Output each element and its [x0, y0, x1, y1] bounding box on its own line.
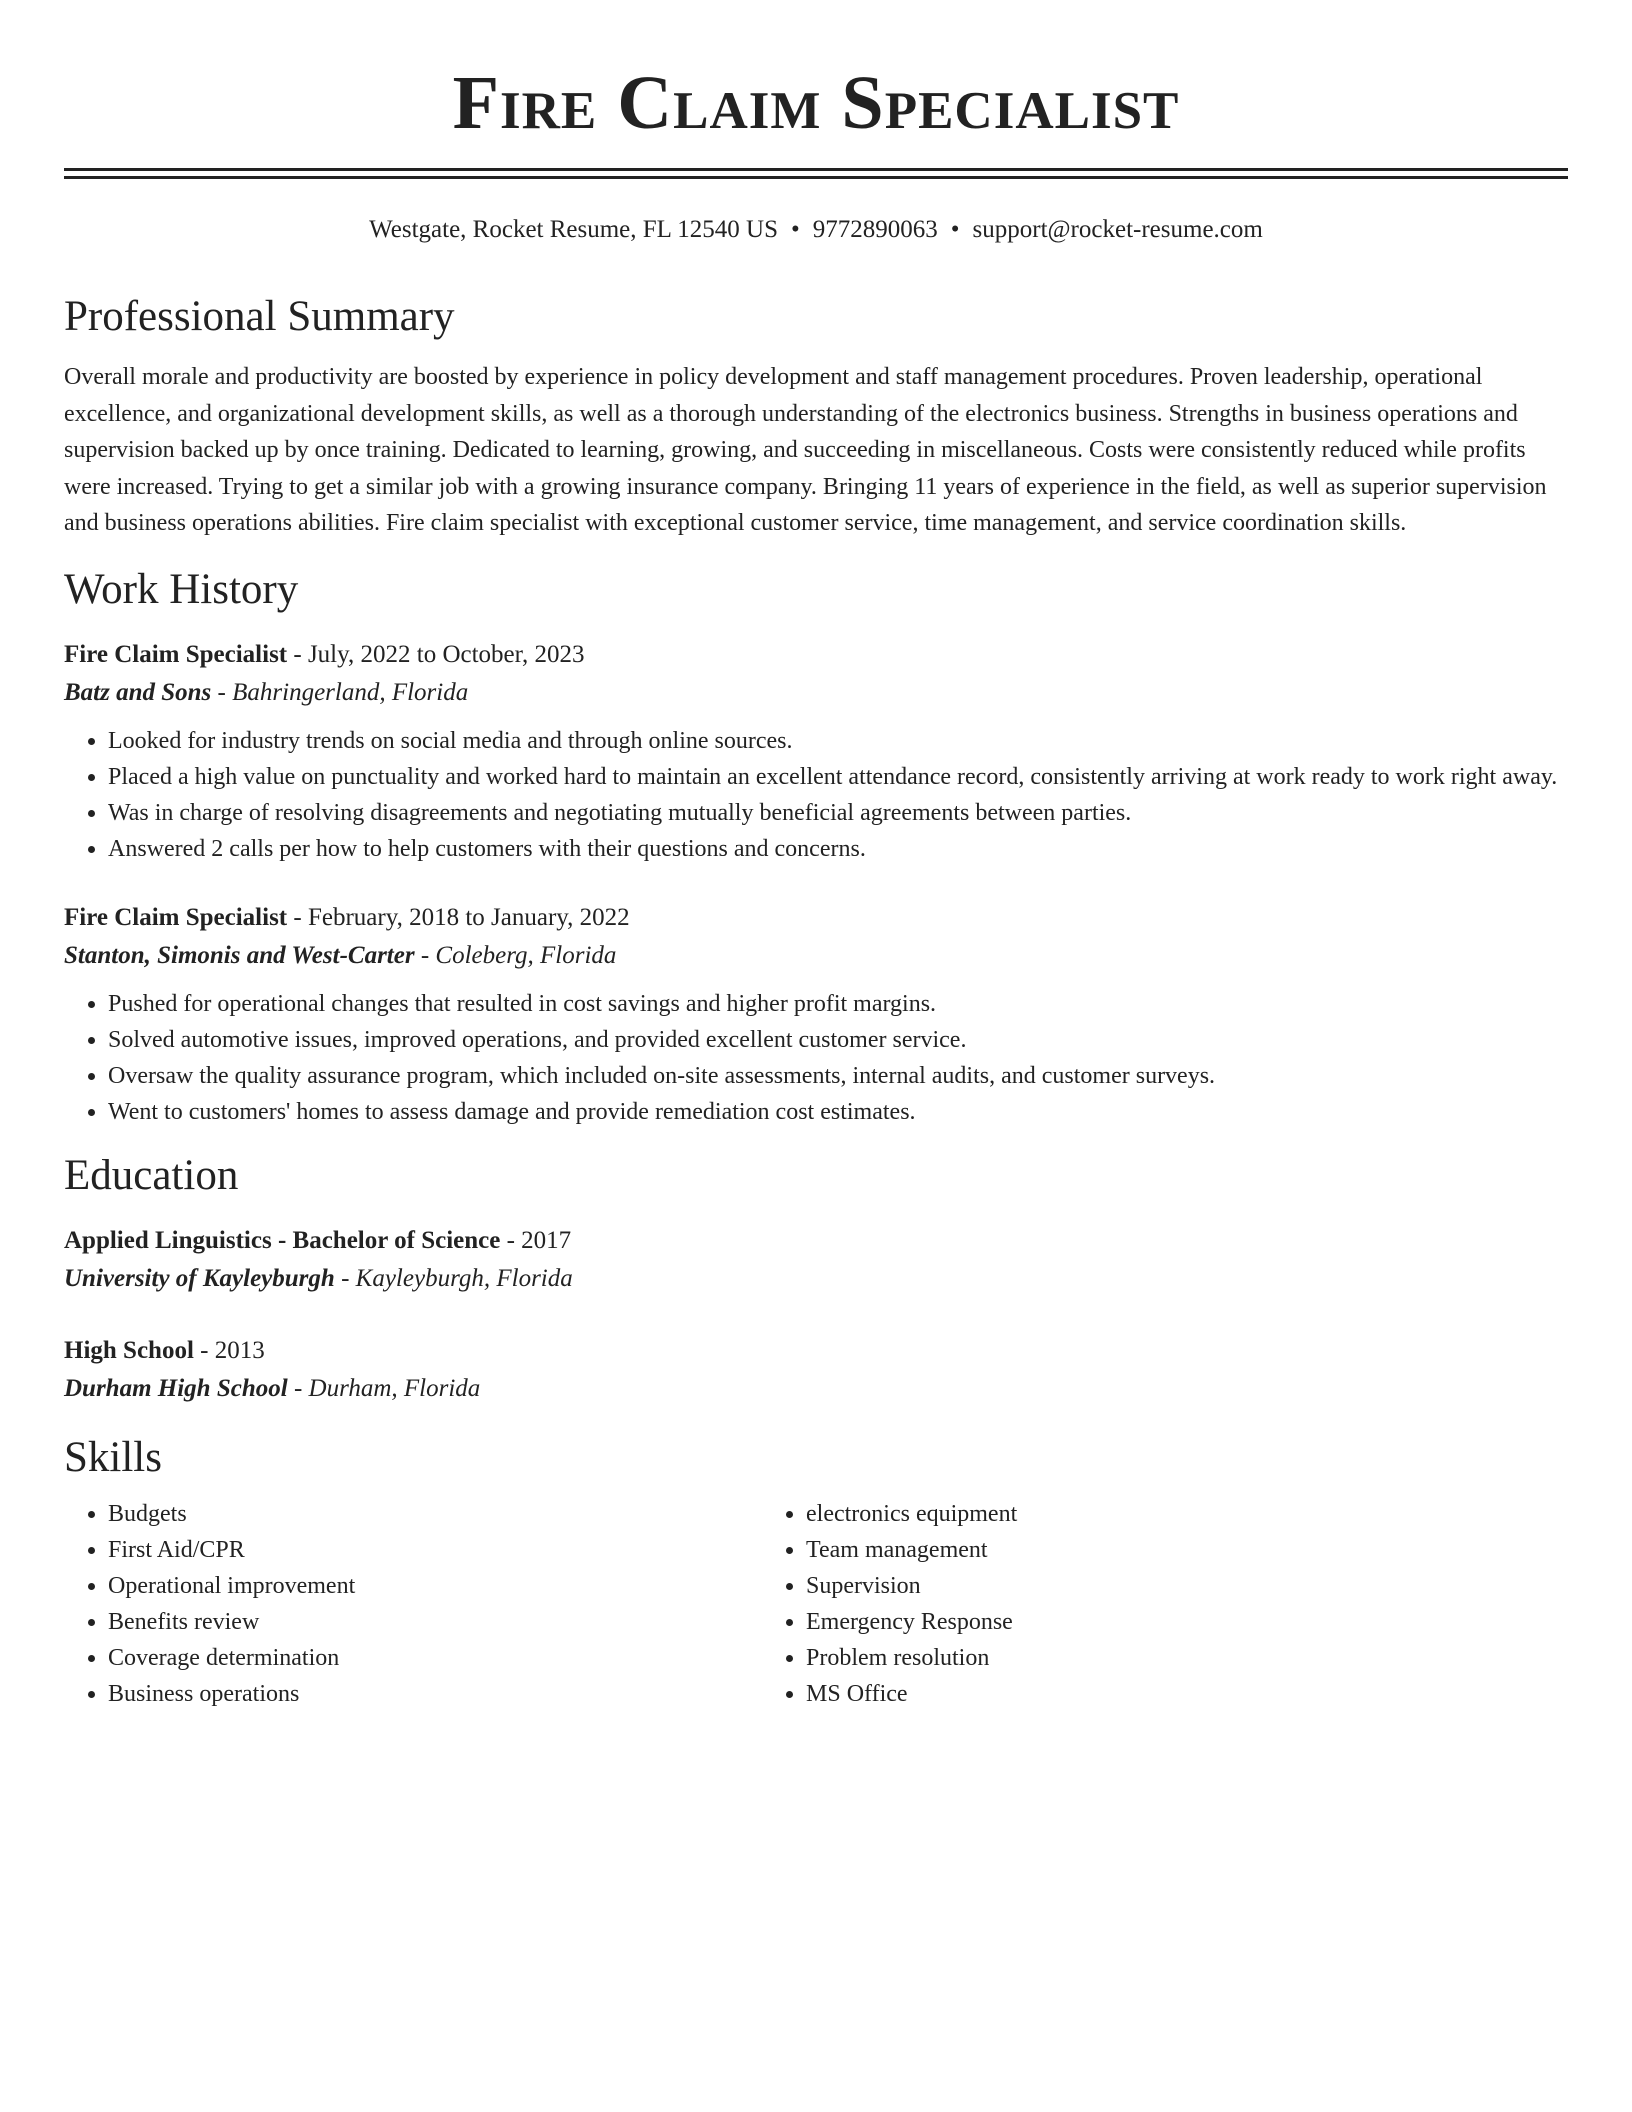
skill-item: • electronics equipment	[806, 1496, 1504, 1532]
skill-item: • Emergency Response	[806, 1604, 1504, 1640]
contact-line	[64, 215, 1568, 245]
contact-separator: •	[950, 216, 960, 243]
skill-item: • Coverage determination	[108, 1640, 762, 1676]
education-school: University of Kayleyburgh	[64, 1264, 335, 1292]
education-year: - 2017	[500, 1226, 572, 1254]
skill-item: • First Aid/CPR	[108, 1532, 762, 1568]
resume-page	[64, 0, 1568, 1712]
job-bullet: • Placed a high value on punctuality and worked hard to maintain an excellent attendance record, consistently arriving at work ready to work right away.	[108, 759, 1568, 795]
job-entry	[64, 899, 1568, 1130]
job-bullets	[64, 986, 1568, 1130]
skill-item: • Team management	[806, 1532, 1504, 1568]
education-year: - 2013	[193, 1336, 265, 1364]
job-company-line	[64, 936, 1568, 975]
skills-list-right	[762, 1496, 1504, 1712]
job-bullets	[64, 723, 1568, 867]
contact-separator: •	[791, 216, 800, 243]
job-bullet: • Looked for industry trends on social media and through online sources.	[108, 723, 1568, 759]
job-company: Stanton, Simonis and West-Carter	[64, 941, 415, 969]
job-location: - Coleberg, Florida	[414, 941, 617, 969]
skill-item: • Operational improvement	[108, 1568, 762, 1604]
job-title: Fire Claim Specialist	[64, 903, 288, 931]
skill-item: • Benefits review	[108, 1604, 762, 1640]
education-header	[64, 1222, 1568, 1259]
resume-title: Fire Claim Specialist	[452, 61, 1180, 145]
work-history-heading: Work History	[64, 565, 299, 613]
education-heading: Education	[64, 1151, 239, 1199]
skills-list-left	[64, 1496, 762, 1712]
education-school: Durham High School	[64, 1374, 288, 1402]
job-header	[64, 899, 1568, 936]
job-title: Fire Claim Specialist	[64, 640, 288, 668]
summary-text: Overall morale and productivity are boosted by experience in policy development and staff management procedures. Proven leadership, operational excellence, and organizational development skills, as well as a thorough understanding of the electronics business. Strengths in business operations and supervision backed up by once training. Dedicated to learning, growing, and succeeding in miscellaneous. Costs were consistently reduced while profits were increased. Trying to get a similar job with a growing insurance company. Bringing 11 years of experience in the field, as well as superior supervision and business operations abilities. Fire claim specialist with exceptional customer service, time management, and service coordination skills.	[64, 364, 1547, 536]
education-location: - Kayleyburgh, Florida	[334, 1264, 573, 1292]
education-degree: Applied Linguistics - Bachelor of Science	[64, 1226, 501, 1254]
education-header	[64, 1332, 1568, 1369]
job-bullet: • Was in charge of resolving disagreements and negotiating mutually beneficial agreements between parties.	[108, 795, 1568, 831]
education-entry	[64, 1222, 1568, 1298]
job-dates: - July, 2022 to October, 2023	[287, 640, 585, 668]
education-entry	[64, 1332, 1568, 1408]
phone: 9772890063	[812, 216, 938, 243]
job-entry	[64, 636, 1568, 867]
skills-columns	[64, 1496, 1568, 1712]
job-bullet: • Went to customers' homes to assess damage and provide remediation cost estimates.	[108, 1094, 1568, 1130]
job-company: Batz and Sons	[64, 678, 212, 706]
skill-item: • Supervision	[806, 1568, 1504, 1604]
address: Westgate, Rocket Resume, FL 12540 US	[369, 216, 778, 243]
job-location: - Bahringerland, Florida	[211, 678, 469, 706]
skill-item: • MS Office	[806, 1676, 1504, 1712]
email: support@rocket-resume.com	[972, 216, 1263, 243]
skill-item: • Problem resolution	[806, 1640, 1504, 1676]
job-bullet: • Pushed for operational changes that resulted in cost savings and higher profit margins.	[108, 986, 1568, 1022]
job-company-line	[64, 673, 1568, 712]
title-divider	[64, 168, 1568, 179]
job-bullet: • Solved automotive issues, improved operations, and provided excellent customer service.	[108, 1022, 1568, 1058]
summary-heading: Professional Summary	[64, 293, 455, 340]
skill-item: • Business operations	[108, 1676, 762, 1712]
job-header	[64, 636, 1568, 673]
skills-heading: Skills	[64, 1433, 162, 1481]
education-location: - Durham, Florida	[287, 1374, 481, 1402]
job-bullet: • Answered 2 calls per how to help customers with their questions and concerns.	[108, 831, 1568, 867]
job-bullet: • Oversaw the quality assurance program, which included on-site assessments, internal audits, and customer surveys.	[108, 1058, 1568, 1094]
skill-item: • Budgets	[108, 1496, 762, 1532]
education-school-line	[64, 1369, 1568, 1408]
education-school-line	[64, 1259, 1568, 1298]
job-dates: - February, 2018 to January, 2022	[287, 903, 630, 931]
education-degree: High School	[64, 1336, 194, 1364]
